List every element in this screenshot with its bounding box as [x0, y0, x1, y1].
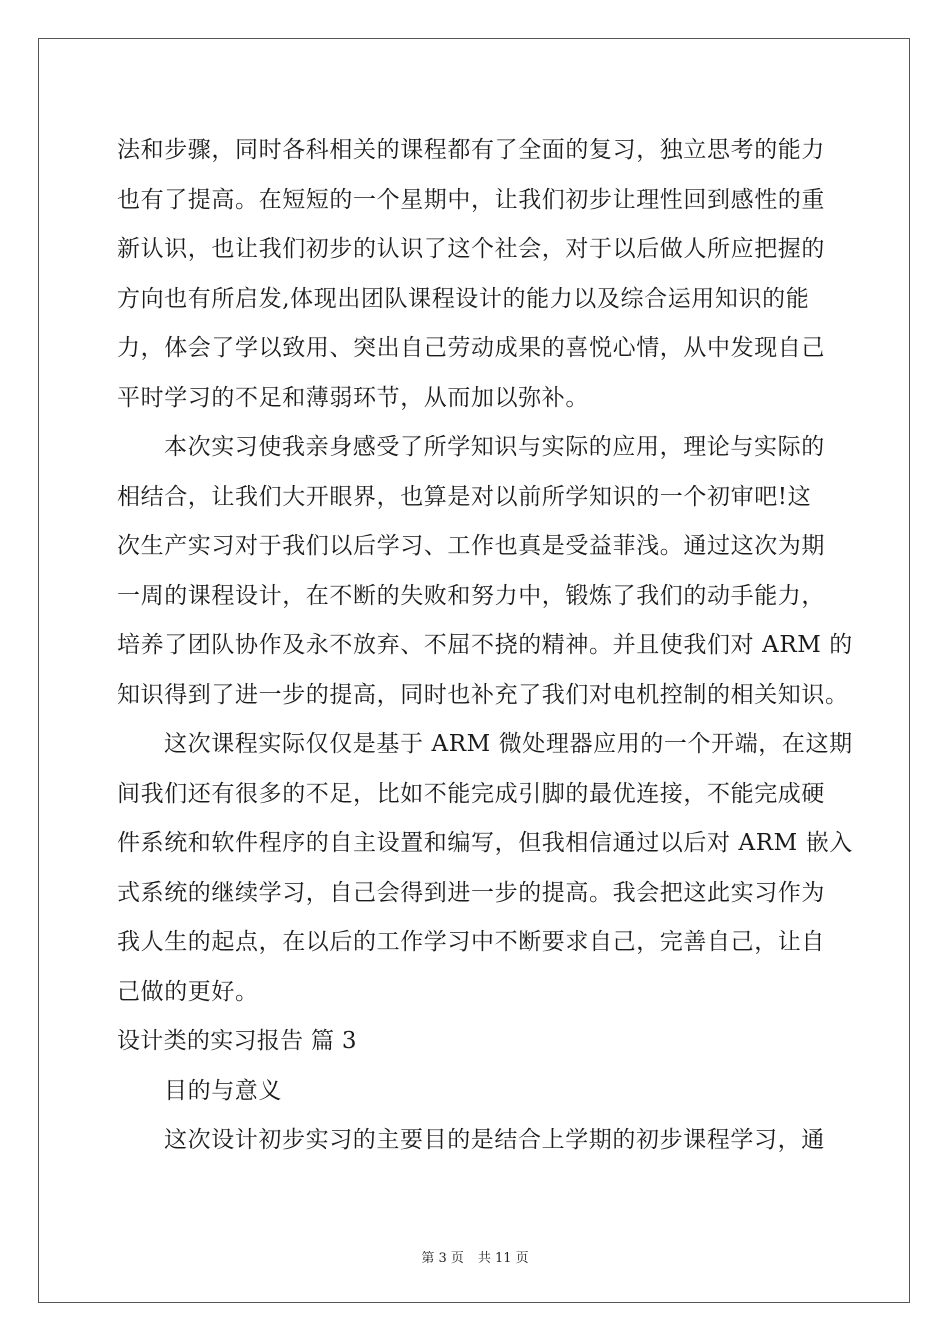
paragraph-line: 这次课程实际仅仅是基于 ARM 微处理器应用的一个开端，在这期 [164, 731, 853, 757]
page-total: 共 11 页 [477, 1251, 529, 1266]
paragraph-line: 本次实习使我亲身感受了所学知识与实际的应用，理论与实际的 [164, 434, 825, 460]
paragraph-line: 力，体会了学以致用、突出自己劳动成果的喜悦心情，从中发现自己 [117, 335, 825, 361]
document-body [117, 126, 853, 1166]
page-number: 第 3 页 [421, 1251, 464, 1266]
paragraph-line: 知识得到了进一步的提高，同时也补充了我们对电机控制的相关知识。 [117, 681, 849, 708]
paragraph-line: 相结合，让我们大开眼界，也算是对以前所学知识的一个初审吧!这 [117, 483, 812, 510]
paragraph-line: 次生产实习对于我们以后学习、工作也真是受益菲浅。通过这次为期 [117, 533, 825, 559]
paragraph-line: 一周的课程设计，在不断的失败和努力中，锻炼了我们的动手能力， [117, 582, 825, 609]
paragraph-line: 件系统和软件程序的自主设置和编写，但我相信通过以后对 ARM 嵌入 [117, 830, 853, 856]
paragraph-line: 平时学习的不足和薄弱环节，从而加以弥补。 [117, 384, 589, 411]
paragraph-line: 这次设计初步实习的主要目的是结合上学期的初步课程学习，通 [164, 1127, 825, 1153]
paragraph-line: 我人生的起点，在以后的工作学习中不断要求自己，完善自己，让自 [117, 929, 825, 955]
section-heading: 设计类的实习报告 篇 3 [117, 1028, 357, 1054]
paragraph-line: 己做的更好。 [117, 978, 259, 1005]
paragraph-line: 新认识，也让我们初步的认识了这个社会，对于以后做人所应把握的 [117, 236, 825, 262]
paragraph-line: 也有了提高。在短短的一个星期中，让我们初步让理性回到感性的重 [117, 186, 825, 213]
subsection-heading: 目的与意义 [164, 1077, 282, 1104]
paragraph-line: 间我们还有很多的不足，比如不能完成引脚的最优连接，不能完成硬 [117, 780, 825, 807]
paragraph-line: 法和步骤，同时各科相关的课程都有了全面的复习，独立思考的能力 [117, 137, 825, 163]
page-footer [0, 1247, 950, 1266]
paragraph-line: 培养了团队协作及永不放弃、不屈不挠的精神。并且使我们对 ARM 的 [117, 632, 853, 658]
paragraph-line: 方向也有所启发,体现出团队课程设计的能力以及综合运用知识的能 [117, 285, 810, 312]
paragraph-line: 式系统的继续学习，自己会得到进一步的提高。我会把这此实习作为 [117, 879, 825, 906]
